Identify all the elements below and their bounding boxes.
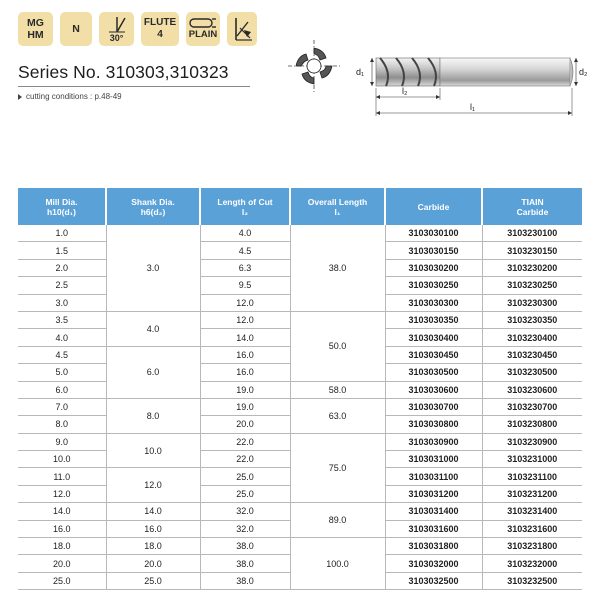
cell-tiain-code: 3103230350 xyxy=(482,311,582,328)
cell-tiain-code: 3103230450 xyxy=(482,346,582,363)
flute-badge xyxy=(141,12,179,46)
table-row xyxy=(18,433,582,450)
cell-length-of-cut: 16.0 xyxy=(200,346,290,363)
cell-carbide-code: 3103030150 xyxy=(385,242,482,259)
cell-mill-dia: 14.0 xyxy=(18,503,106,520)
shank-badge xyxy=(186,12,220,46)
cell-mill-dia: 1.0 xyxy=(18,225,106,242)
cell-carbide-code: 3103030900 xyxy=(385,433,482,450)
flute-badge-line-2: 4 xyxy=(157,29,163,40)
header-tiain-line-1: TIAIN xyxy=(521,196,544,207)
header-carbide-line-1: Carbide xyxy=(417,201,450,212)
cell-tiain-code: 3103232500 xyxy=(482,572,582,589)
cell-shank-dia: 14.0 xyxy=(106,503,200,520)
material-badge-line-2: HM xyxy=(27,29,44,41)
cell-mill-dia: 16.0 xyxy=(18,520,106,537)
cell-shank-dia: 18.0 xyxy=(106,538,200,555)
cell-carbide-code: 3103030300 xyxy=(385,294,482,311)
cell-mill-dia: 25.0 xyxy=(18,572,106,589)
bullet-triangle-icon xyxy=(18,94,22,100)
cell-tiain-code: 3103230400 xyxy=(482,329,582,346)
header-shank-dia xyxy=(106,188,200,225)
cell-overall-length: 89.0 xyxy=(290,503,385,538)
cell-mill-dia: 10.0 xyxy=(18,451,106,468)
cell-length-of-cut: 19.0 xyxy=(200,398,290,415)
cell-tiain-code: 3103231000 xyxy=(482,451,582,468)
flute-badge-line-1: FLUTE xyxy=(143,17,177,28)
cell-carbide-code: 3103030450 xyxy=(385,346,482,363)
spec-table xyxy=(18,188,582,590)
cell-mill-dia: 9.0 xyxy=(18,433,106,450)
cell-length-of-cut: 38.0 xyxy=(200,572,290,589)
header-shank-dia-line-1: Shank Dia. xyxy=(131,196,175,207)
cell-mill-dia: 3.0 xyxy=(18,294,106,311)
cell-mill-dia: 11.0 xyxy=(18,468,106,485)
header-overall-length xyxy=(290,188,385,225)
cross-section-drawing xyxy=(286,38,342,94)
cell-tiain-code: 3103232000 xyxy=(482,555,582,572)
cell-carbide-code: 3103031000 xyxy=(385,451,482,468)
cell-shank-dia: 4.0 xyxy=(106,311,200,346)
cell-mill-dia: 2.5 xyxy=(18,277,106,294)
spec-table-body xyxy=(18,225,582,590)
cell-overall-length: 75.0 xyxy=(290,433,385,503)
plain-shank-icon xyxy=(189,17,217,29)
d1-label: d₁ xyxy=(356,67,365,77)
cell-length-of-cut: 16.0 xyxy=(200,364,290,381)
cell-mill-dia: 4.0 xyxy=(18,329,106,346)
coating-badge xyxy=(60,12,92,46)
cell-length-of-cut: 38.0 xyxy=(200,538,290,555)
cell-tiain-code: 3103231600 xyxy=(482,520,582,537)
header-overall-length-line-2: l₁ xyxy=(334,206,341,217)
cell-carbide-code: 3103030600 xyxy=(385,381,482,398)
helix-angle-badge xyxy=(99,12,134,46)
header-mill-dia xyxy=(18,188,106,225)
cell-tiain-code: 3103230600 xyxy=(482,381,582,398)
cell-length-of-cut: 4.5 xyxy=(200,242,290,259)
cell-length-of-cut: 12.0 xyxy=(200,311,290,328)
cell-length-of-cut: 12.0 xyxy=(200,294,290,311)
cell-length-of-cut: 19.0 xyxy=(200,381,290,398)
cell-length-of-cut: 4.0 xyxy=(200,225,290,242)
shank-badge-label: PLAIN xyxy=(188,29,218,40)
cell-mill-dia: 7.0 xyxy=(18,398,106,415)
cell-shank-dia: 3.0 xyxy=(106,225,200,311)
cell-length-of-cut: 9.5 xyxy=(200,277,290,294)
cell-shank-dia: 20.0 xyxy=(106,555,200,572)
cell-overall-length: 50.0 xyxy=(290,311,385,381)
spec-table-container xyxy=(18,188,582,590)
cell-shank-dia: 10.0 xyxy=(106,433,200,468)
cell-mill-dia: 6.0 xyxy=(18,381,106,398)
cell-tiain-code: 3103230100 xyxy=(482,225,582,242)
header-length-of-cut xyxy=(200,188,290,225)
cell-length-of-cut: 25.0 xyxy=(200,485,290,502)
material-badge xyxy=(18,12,53,46)
cutting-direction-icon xyxy=(230,16,254,42)
cell-tiain-code: 3103230200 xyxy=(482,259,582,276)
header-mill-dia-line-2: h10(d₁) xyxy=(46,206,76,217)
title-underline xyxy=(18,86,250,87)
cell-overall-length: 100.0 xyxy=(290,538,385,590)
cutting-conditions-text: cutting conditions : p.48-49 xyxy=(26,92,122,101)
cell-carbide-code: 3103032000 xyxy=(385,555,482,572)
header-shank-dia-line-2: h6(d₂) xyxy=(140,206,166,217)
cell-mill-dia: 18.0 xyxy=(18,538,106,555)
cell-carbide-code: 3103031800 xyxy=(385,538,482,555)
d2-label: d₂ xyxy=(579,67,588,77)
cell-mill-dia: 12.0 xyxy=(18,485,106,502)
cell-shank-dia: 12.0 xyxy=(106,468,200,503)
cell-carbide-code: 3103030100 xyxy=(385,225,482,242)
header-tiain-line-2: Carbide xyxy=(516,206,549,217)
cell-carbide-code: 3103031400 xyxy=(385,503,482,520)
cell-tiain-code: 3103230800 xyxy=(482,416,582,433)
cell-tiain-code: 3103230900 xyxy=(482,433,582,450)
helix-angle-value: 30° xyxy=(109,32,124,43)
cell-length-of-cut: 32.0 xyxy=(200,503,290,520)
cell-tiain-code: 3103230150 xyxy=(482,242,582,259)
series-title: Series No. 310303,310323 xyxy=(18,62,229,82)
table-header-row xyxy=(18,188,582,225)
material-badge-line-1: MG xyxy=(27,17,44,29)
cell-length-of-cut: 32.0 xyxy=(200,520,290,537)
cell-carbide-code: 3103030500 xyxy=(385,364,482,381)
cell-mill-dia: 5.0 xyxy=(18,364,106,381)
cell-mill-dia: 1.5 xyxy=(18,242,106,259)
cell-carbide-code: 3103031100 xyxy=(385,468,482,485)
cell-carbide-code: 3103030800 xyxy=(385,416,482,433)
end-mill-drawing xyxy=(352,50,592,120)
table-row xyxy=(18,503,582,520)
cell-overall-length: 38.0 xyxy=(290,225,385,311)
cell-length-of-cut: 14.0 xyxy=(200,329,290,346)
header-mill-dia-line-1: Mill Dia. xyxy=(45,196,78,207)
cell-tiain-code: 3103231200 xyxy=(482,485,582,502)
cell-length-of-cut: 38.0 xyxy=(200,555,290,572)
cell-shank-dia: 6.0 xyxy=(106,346,200,398)
table-row xyxy=(18,538,582,555)
cell-mill-dia: 2.0 xyxy=(18,259,106,276)
cell-carbide-code: 3103030350 xyxy=(385,311,482,328)
coating-badge-line-1: N xyxy=(72,23,80,35)
spec-badges xyxy=(18,12,257,46)
helix-angle-icon xyxy=(105,16,129,34)
cell-tiain-code: 3103231100 xyxy=(482,468,582,485)
cutting-conditions-note xyxy=(18,92,122,101)
cutting-direction-badge xyxy=(227,12,257,46)
cell-overall-length: 63.0 xyxy=(290,398,385,433)
cell-length-of-cut: 6.3 xyxy=(200,259,290,276)
cell-tiain-code: 3103231800 xyxy=(482,538,582,555)
cell-carbide-code: 3103030200 xyxy=(385,259,482,276)
cell-mill-dia: 3.5 xyxy=(18,311,106,328)
cell-carbide-code: 3103030250 xyxy=(385,277,482,294)
cell-shank-dia: 25.0 xyxy=(106,572,200,589)
cell-tiain-code: 3103230500 xyxy=(482,364,582,381)
cell-tiain-code: 3103230700 xyxy=(482,398,582,415)
cell-length-of-cut: 22.0 xyxy=(200,451,290,468)
header-carbide xyxy=(385,188,482,225)
cell-length-of-cut: 22.0 xyxy=(200,433,290,450)
header-tiain-carbide xyxy=(482,188,582,225)
cell-overall-length: 58.0 xyxy=(290,381,385,398)
cell-carbide-code: 3103030700 xyxy=(385,398,482,415)
cell-carbide-code: 3103031600 xyxy=(385,520,482,537)
cell-tiain-code: 3103230250 xyxy=(482,277,582,294)
header-length-of-cut-line-2: l₂ xyxy=(241,206,249,217)
cell-carbide-code: 3103031200 xyxy=(385,485,482,502)
table-row xyxy=(18,398,582,415)
table-row xyxy=(18,225,582,242)
cell-length-of-cut: 20.0 xyxy=(200,416,290,433)
cell-mill-dia: 4.5 xyxy=(18,346,106,363)
cell-shank-dia: 16.0 xyxy=(106,520,200,537)
cell-mill-dia: 20.0 xyxy=(18,555,106,572)
cell-carbide-code: 3103030400 xyxy=(385,329,482,346)
table-row xyxy=(18,311,582,328)
header-length-of-cut-line-1: Length of Cut xyxy=(217,196,273,207)
cell-mill-dia: 8.0 xyxy=(18,416,106,433)
cell-carbide-code: 3103032500 xyxy=(385,572,482,589)
cell-tiain-code: 3103230300 xyxy=(482,294,582,311)
table-row xyxy=(18,381,582,398)
cell-tiain-code: 3103231400 xyxy=(482,503,582,520)
l2-label: l₂ xyxy=(402,86,408,96)
l1-label: l₁ xyxy=(470,102,476,112)
header-overall-length-line-1: Overall Length xyxy=(307,196,368,207)
cell-length-of-cut: 25.0 xyxy=(200,468,290,485)
cell-shank-dia: 8.0 xyxy=(106,398,200,433)
